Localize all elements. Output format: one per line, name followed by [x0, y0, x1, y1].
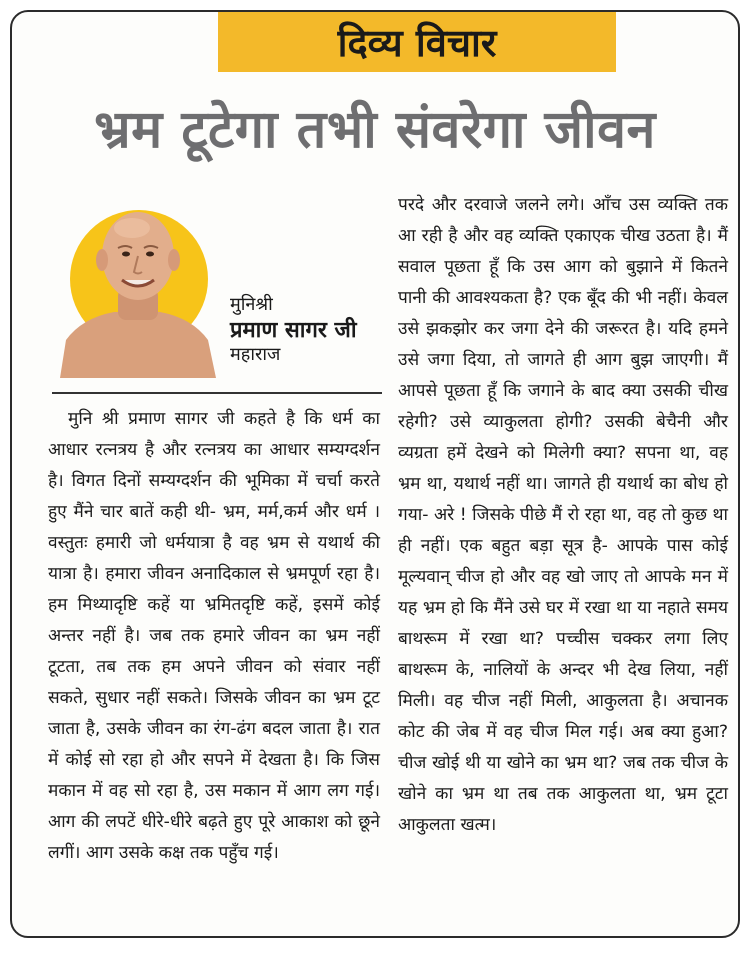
article-column-left: मुनि श्री प्रमाण सागर जी कहते है कि धर्म का आधार रत्नत्रय है और रत्नत्रय का आधार सम्यग्दर्शन है। विगत दिनों सम्यग्दर्शन की भूमिका में चर्चा करते हुए मैंने चार बातें कही थी- भ्रम, मर्म,कर्म और धर्म । वस्तुतः हमारी जो धर्मयात्रा है वह भ्रम से यथार्थ की यात्रा है। हमारा जीवन अनादिकाल से भ्रमपूर्ण रहा है। हम मिथ्यादृष्टि कहें या भ्रमितदृष्टि कहें, इसमें कोई अन्तर नहीं है। जब तक हमारे जीवन का भ्रम नहीं टूटता, तब तक हम अपने जीवन को संवार नहीं सकते, सुधार नहीं सकते। जिसके जीवन का भ्रम टूट जाता है, उसके जीवन का रंग-ढंग बदल जाता है। रात में कोई सो रहा हो और सपने में देखता है। कि जिस मकान में वह सो रहा है, उस मकान में आग लग गई। आग की लपटें धीरे-धीरे बढ़ते हुए पूरे आकाश को छूने लगीं। आग उसके कक्ष तक पहुँच गई।	[48, 409, 380, 863]
divider-rule	[52, 392, 382, 394]
author-caption	[230, 294, 357, 367]
article-headline: भ्रम टूटेगा तभी संवरेगा जीवन	[94, 100, 656, 160]
author-portrait	[52, 190, 222, 378]
section-banner	[218, 12, 616, 72]
article-column-right: परदे और दरवाजे जलने लगे। आँच उस व्यक्ति तक आ रही है और वह व्यक्ति एकाएक चीख उठता है। मैं सवाल पूछता हूँ कि उस आग को बुझाने में कितने पानी की आवश्यकता है? एक बूँद की भी नहीं। केवल उसे झकझोर कर जगा देने की जरूरत है। यदि हमने उसे जगा दिया, तो जागते ही आग बुझ जाएगी। मैं आपसे पूछता हूँ कि जगाने के बाद क्या उसकी चीख रहेगी? उसे व्याकुलता होगी? उसकी बेचैनी और व्यग्रता हमें देखने को मिलेगी क्या? सपना था, वह भ्रम था, यथार्थ नहीं था। जागते ही यथार्थ का बोध हो गया- अरे ! जिसके पीछे मैं रो रहा था, वह तो कुछ था ही नहीं। एक बहुत बड़ा सूत्र है- आपके पास कोई मूल्यवान् चीज हो और वह खो जाए तो आपके मन में यह भ्रम हो कि मैंने उसे घर में रखा था या नहाते समय बाथरूम में रखा था? पच्चीस चक्कर लगा लिए बाथरूम के, नालियों के अन्दर भी देख लिया, नहीं मिली। वह चीज नहीं मिली, आकुलता है। अचानक कोट की जेब में वह चीज मिल गई। अब क्या हुआ? चीज खोई थी या खोने का भ्रम था? जब तक चीज के खोने का भ्रम था तब तक आकुलता था, भ्रम टूटा आकुलता खत्म।	[398, 195, 728, 835]
author-prefix: मुनिश्री	[230, 294, 273, 315]
section-label: दिव्य विचार	[337, 21, 497, 65]
newspaper-article	[10, 10, 740, 938]
author-block	[40, 190, 390, 390]
author-suffix: महाराज	[230, 344, 281, 365]
author-name: प्रमाण सागर जी	[230, 317, 357, 343]
